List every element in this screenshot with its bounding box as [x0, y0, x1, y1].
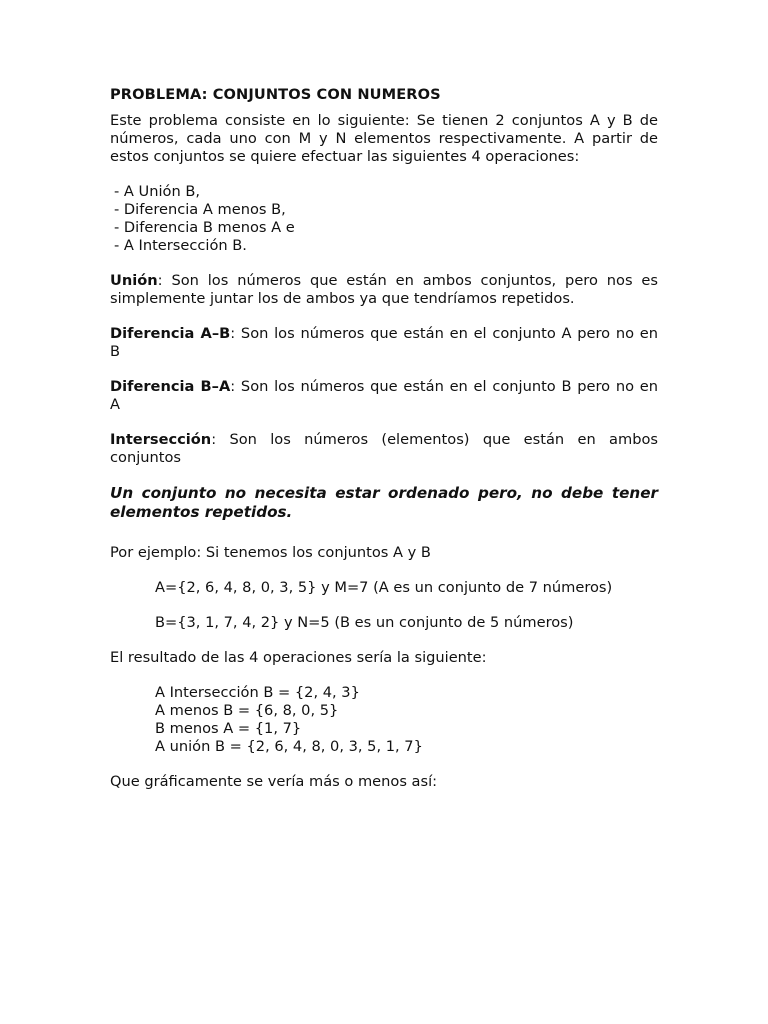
- difference-ba-definition: [110, 378, 658, 414]
- result-line: A Intersección B = {2, 4, 3}: [155, 684, 360, 701]
- operations-list: [110, 183, 658, 255]
- difference-ba-text: : Son los números que están en el conjunto B pero no en A: [110, 378, 658, 413]
- operation-item: - Diferencia B menos A e: [114, 219, 295, 236]
- result-line: B menos A = {1, 7}: [155, 720, 302, 737]
- set-b-definition: B={3, 1, 7, 4, 2} y N=5 (B es un conjunto de 5 números): [155, 614, 574, 631]
- difference-ab-text: : Son los números que están en el conjunto A pero no en B: [110, 325, 658, 360]
- important-note: Un conjunto no necesita estar ordenado pero, no debe tener elementos repetidos.: [110, 484, 658, 521]
- difference-ab-term: Diferencia A–B: [110, 325, 231, 342]
- operation-item: - A Unión B,: [114, 183, 200, 200]
- closing-paragraph: Que gráficamente se vería más o menos así:: [110, 773, 438, 790]
- document-title: PROBLEMA: CONJUNTOS CON NUMEROS: [110, 86, 441, 103]
- result-intro: El resultado de las 4 operaciones sería la siguiente:: [110, 649, 487, 666]
- union-term: Unión: [110, 272, 158, 289]
- intro-paragraph: Este problema consiste en lo siguiente: Se tienen 2 conjuntos A y B de números, cada uno con M y N elementos respectivamente. A partir de estos conjuntos se quiere efectuar las siguientes 4 operaciones:: [110, 112, 658, 165]
- difference-ab-definition: [110, 325, 658, 361]
- operation-item: - A Intersección B.: [114, 237, 247, 254]
- union-text: : Son los números que están en ambos conjuntos, pero nos es simplemente juntar los de ambos ya que tendríamos repetidos.: [110, 272, 658, 307]
- set-a-definition: A={2, 6, 4, 8, 0, 3, 5} y M=7 (A es un conjunto de 7 números): [155, 579, 613, 596]
- results-block: [110, 684, 658, 756]
- intersection-term: Intersección: [110, 431, 212, 448]
- example-intro: Por ejemplo: Si tenemos los conjuntos A y B: [110, 544, 431, 561]
- operation-item: - Diferencia A menos B,: [114, 201, 286, 218]
- union-definition: [110, 272, 658, 308]
- intersection-text: : Son los números (elementos) que están en ambos conjuntos: [110, 431, 658, 466]
- difference-ba-term: Diferencia B–A: [110, 378, 231, 395]
- intersection-definition: [110, 431, 658, 467]
- document-page: [110, 86, 658, 808]
- result-line: A unión B = {2, 6, 4, 8, 0, 3, 5, 1, 7}: [155, 738, 423, 755]
- result-line: A menos B = {6, 8, 0, 5}: [155, 702, 339, 719]
